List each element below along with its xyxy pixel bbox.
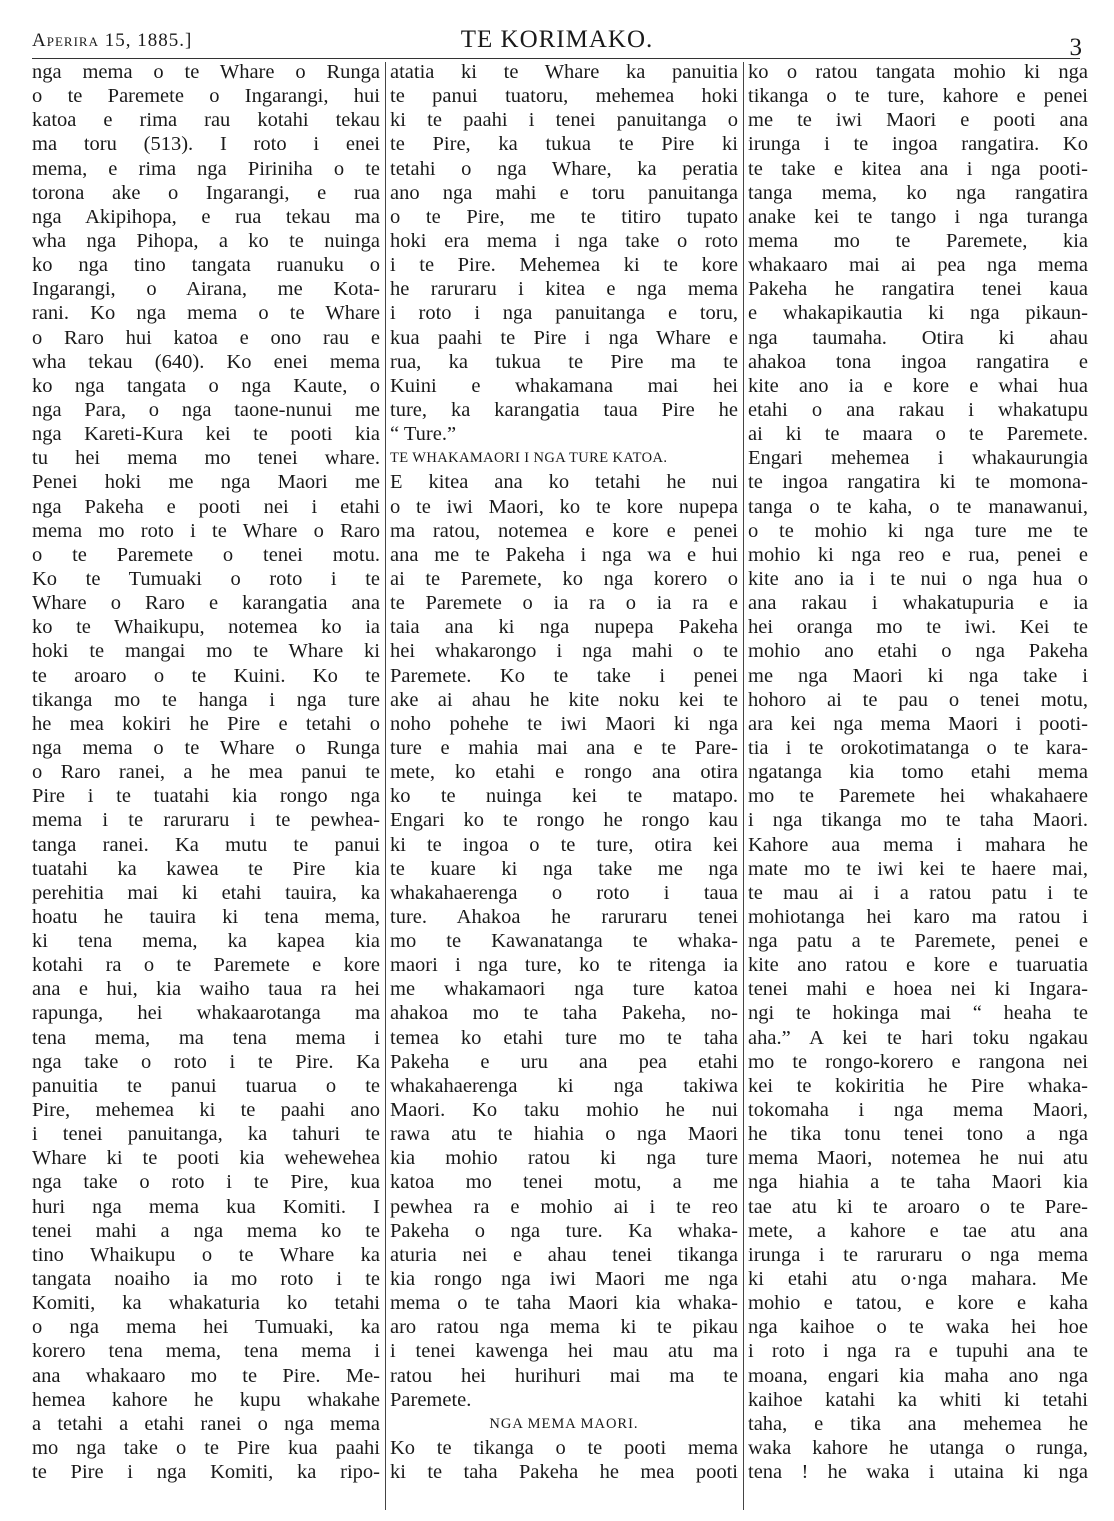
text-line: o Raro ranei, a he mea panui te — [32, 761, 380, 784]
text-line: ki te taha Pakeha he mea pooti — [390, 1461, 738, 1484]
text-line: kite ano ia i te nui o nga hua o — [748, 567, 1088, 590]
text-line: ki tena mema, ka kapea kia — [32, 930, 380, 953]
newspaper-title: TE KORIMAKO. — [460, 26, 654, 53]
text-line: ki etahi atu o·nga mahara. Me — [748, 1268, 1088, 1291]
text-line: whakahaerenga o roto i taua — [390, 881, 738, 904]
text-line: hohoro ai te pau o tenei motu, — [748, 688, 1088, 711]
text-line: kite ano ratou e kore e tuaruatia — [748, 954, 1088, 977]
text-line: Kahore aua mema i mahara he — [748, 833, 1088, 856]
text-line: mohiotanga hei karo ma ratou i — [748, 905, 1088, 928]
text-line: whakahaerenga ki nga takiwa — [390, 1074, 738, 1097]
text-line: mo te Kawanatanga te whaka- — [390, 930, 738, 953]
text-line: whakaaro mai ai pea nga mema — [748, 254, 1088, 277]
text-line: i te Pire. Mehemea ki te kore — [390, 254, 738, 277]
text-line: hei oranga mo te iwi. Kei te — [748, 616, 1088, 639]
text-line: nga Kareti-Kura kei te pooti kia — [32, 423, 380, 446]
text-line: Engari ko te rongo he rongo kau — [390, 809, 738, 832]
text-line: pewhea ra e mohio ai i te reo — [390, 1195, 738, 1218]
text-line: ki te ingoa o te ture, otira kei — [390, 833, 738, 856]
text-line: wha nga Pihopa, a ko te nuinga — [32, 229, 380, 252]
text-line: i tenei panuitanga, ka tahuri te — [32, 1123, 380, 1146]
text-line: aha.” A kei te hari toku ngakau — [748, 1026, 1088, 1049]
text-line: Ingarangi, o Airana, me Kota- — [32, 278, 380, 301]
text-line: temea ko etahi ture mo te taha — [390, 1026, 738, 1049]
text-line: nga taumaha. Otira ki ahau — [748, 326, 1088, 349]
text-line: nga Akipihopa, e rua tekau ma — [32, 205, 380, 228]
text-line: irunga i te ingoa rangatira. Ko — [748, 133, 1088, 156]
text-line: i nga tikanga mo te taha Maori. — [748, 809, 1088, 832]
text-line: tia i te orokotimatanga o te kara- — [748, 736, 1088, 759]
text-line: i tenei kawenga hei mau atu ma — [390, 1340, 738, 1363]
text-line: me whakamaori nga ture katoa — [390, 978, 738, 1001]
text-line: nga kaihoe o te waka hei hoe — [748, 1316, 1088, 1339]
text-line: maori i nga ture, ko te ritenga ia — [390, 954, 738, 977]
text-line: Pakeha e uru ana pea etahi — [390, 1050, 738, 1073]
text-column-2 — [390, 60, 738, 1512]
text-line: nga take o roto i te Pire, kua — [32, 1171, 380, 1194]
text-line: kite ano ia e kore e whai hua — [748, 374, 1088, 397]
text-line: ko te Whaikupu, notemea ko ia — [32, 616, 380, 639]
text-line: mema i te raruraru i te pewhea- — [32, 809, 380, 832]
text-line: i roto i nga ra e tupuhi ana te — [748, 1340, 1088, 1363]
text-line: ko nga tangata o nga Kaute, o — [32, 374, 380, 397]
text-line: katoa mo tenei motu, a me — [390, 1171, 738, 1194]
page-header — [32, 14, 1082, 61]
text-line: ko o ratou tangata mohio ki nga — [748, 61, 1088, 83]
text-line: rani. Ko nga mema o te Whare — [32, 302, 380, 325]
text-line: ake ai ahau he kite noku kei te — [390, 688, 738, 711]
header-rule — [32, 58, 1080, 59]
text-line: aro ratou nga mema ki te pikau — [390, 1316, 738, 1339]
text-line: huri nga mema kua Komiti. I — [32, 1195, 380, 1218]
text-line: te panui tuatoru, mehemea hoki — [390, 85, 738, 108]
text-line: nga patu a te Paremete, penei e — [748, 930, 1088, 953]
text-line: panuitia te panui tuarua o te — [32, 1074, 380, 1097]
text-line: rapunga, hei whakaarotanga ma — [32, 1002, 380, 1025]
text-line: nga hiahia a te taha Maori kia — [748, 1171, 1088, 1194]
text-line: he raruraru i kitea e nga mema — [390, 278, 738, 301]
text-line: ahakoa mo te taha Pakeha, no- — [390, 1002, 738, 1025]
text-line: tetahi o nga Whare, ka peratia — [390, 157, 738, 180]
text-line: kia mohio ratou ki nga ture — [390, 1147, 738, 1170]
text-line: taha, e tika ana mehemea he — [748, 1412, 1088, 1435]
text-line: o nga mema hei Tumuaki, ka — [32, 1316, 380, 1339]
text-line: mohio ki nga reo e rua, penei e — [748, 543, 1088, 566]
text-column-3 — [748, 60, 1088, 1512]
text-line: mo te Paremete hei whakahaere — [748, 785, 1088, 808]
text-line: Pakeha o nga ture. Ka whaka- — [390, 1219, 738, 1242]
text-line: te kuare ki nga take me nga — [390, 857, 738, 880]
text-line: ko te nuinga kei te matapo. — [390, 785, 738, 808]
text-line: he tika tonu tenei tono a nga — [748, 1123, 1088, 1146]
text-line: mate mo te iwi kei te haere mai, — [748, 857, 1088, 880]
text-line: a tetahi a etahi ranei o nga mema — [32, 1412, 380, 1435]
text-line: mo nga take o te Pire kua paahi — [32, 1437, 380, 1460]
text-line: mohio ano etahi o nga Pakeha — [748, 640, 1088, 663]
text-line: nga Pakeha e pooti nei i etahi — [32, 495, 380, 518]
text-line: tu hei mema mo tenei whare. — [32, 447, 380, 470]
text-line: kia rongo nga iwi Maori me nga — [390, 1268, 738, 1291]
column-divider-2 — [743, 62, 744, 1510]
text-line: o te iwi Maori, ko te kore nupepa — [390, 495, 738, 518]
text-line: te Pire i nga Komiti, ka ripo- — [32, 1461, 380, 1484]
text-line: mete, a kahore e tae atu ana — [748, 1219, 1088, 1242]
text-line: rawa atu te hiahia o nga Maori — [390, 1123, 738, 1146]
text-line: tanga mema, ko nga rangatira — [748, 181, 1088, 204]
text-line: moana, engari kia maha ano nga — [748, 1364, 1088, 1387]
text-line: waka kahore he utanga o runga, — [748, 1437, 1088, 1460]
text-line: tokomaha i nga mema Maori, — [748, 1099, 1088, 1122]
text-line: E kitea ana ko tetahi he nui — [390, 471, 738, 494]
text-line: o te Paremete o tenei motu. — [32, 543, 380, 566]
text-line: ana rakau i whakatupuria e ia — [748, 592, 1088, 615]
text-column-1 — [32, 60, 380, 1512]
text-line: o Raro hui katoa e ono rau e — [32, 326, 380, 349]
text-line: o te Paremete o Ingarangi, hui — [32, 85, 380, 108]
text-line: perehitia mai ki etahi tauira, ka — [32, 881, 380, 904]
text-line: kotahi ra o te Paremete e kore — [32, 954, 380, 977]
text-line: Ko te tikanga o te pooti mema — [390, 1437, 738, 1460]
text-line: Pire i te tuatahi kia rongo nga — [32, 785, 380, 808]
text-line: te ingoa rangatira ki te momona- — [748, 471, 1088, 494]
text-line: “ Ture.” — [390, 423, 457, 446]
text-line: Kuini e whakamana mai hei — [390, 374, 738, 397]
text-line: ana e hui, kia waiho taua ra hei — [32, 978, 380, 1001]
text-line: te Pire, ka tukua te Pire ki — [390, 133, 738, 156]
text-line: ratou hei hurihuri mai ma te — [390, 1364, 738, 1387]
text-line: tena ! he waka i utaina ki nga — [748, 1461, 1088, 1484]
text-line: ngatanga kia tomo etahi mema — [748, 761, 1088, 784]
text-line: e whakapikautia ki nga pikaun- — [748, 302, 1088, 325]
text-line: tino Whaikupu o te Whare ka — [32, 1243, 380, 1266]
text-line: etahi o ana rakau i whakatupu — [748, 398, 1088, 421]
text-line: korero tena mema, tena mema i — [32, 1340, 380, 1363]
text-line: Maori. Ko taku mohio he nui — [390, 1099, 738, 1122]
text-line: ahakoa tona ingoa rangatira e — [748, 350, 1088, 373]
text-line: nga take o roto i te Pire. Ka — [32, 1050, 380, 1073]
text-line: te mau ai i a ratou patu i te — [748, 881, 1088, 904]
text-line: Komiti, ka whakaturia ko tetahi — [32, 1292, 380, 1315]
text-line: ai ki te maara o te Paremete. — [748, 423, 1088, 446]
text-line: ture e mahia mai ana e te Pare- — [390, 736, 738, 759]
text-line: mema o te taha Maori kia whaka- — [390, 1292, 738, 1315]
text-line: Paremete. — [390, 1388, 472, 1411]
text-line: mema mo roto i te Whare o Raro — [32, 519, 380, 542]
text-line: kua paahi te Pire i nga Whare e — [390, 326, 738, 349]
text-line: ngi te hokinga mai “ heaha te — [748, 1002, 1088, 1025]
section-heading: NGA MEMA MAORI. — [489, 1415, 639, 1432]
text-line: hei whakarongo i nga mahi o te — [390, 640, 738, 663]
text-line: tae atu ki te aroaro o te Pare- — [748, 1195, 1088, 1218]
text-line: me te iwi Maori e pooti ana — [748, 109, 1088, 132]
text-line: kei te kokiritia he Pire whaka- — [748, 1074, 1088, 1097]
text-line: me nga Maori ki nga take i — [748, 664, 1088, 687]
text-line: Engari mehemea i whakaurungia — [748, 447, 1088, 470]
text-line: Whare o Raro e karangatia ana — [32, 592, 380, 615]
text-line: tena mema, ma tena mema i — [32, 1026, 380, 1049]
text-line: nga mema o te Whare o Runga — [32, 61, 380, 83]
text-line: mema Maori, notemea he nui atu — [748, 1147, 1088, 1170]
text-line: Penei hoki me nga Maori me — [32, 471, 380, 494]
text-line: ki te paahi i tenei panuitanga o — [390, 109, 738, 132]
text-line: tikanga o te ture, kahore e penei — [748, 85, 1088, 108]
text-line: tangata noaiho ia mo roto i te — [32, 1268, 380, 1291]
page-number: 3 — [1069, 34, 1082, 61]
text-line: ano nga mahi e toru panuitanga — [390, 181, 738, 204]
text-line: te Paremete o ia ra o ia ra e — [390, 592, 738, 615]
text-line: irunga i te raruraru o nga mema — [748, 1243, 1088, 1266]
text-line: aturia nei e ahau tenei tikanga — [390, 1243, 738, 1266]
text-line: mema, e rima nga Piriniha o te — [32, 157, 380, 180]
text-line: ana whakaaro mo te Pire. Me- — [32, 1364, 380, 1387]
text-line: katoa e rima rau kotahi tekau — [32, 109, 380, 132]
issue-date: Aperira 15, 1885.] — [32, 30, 193, 51]
text-line: ma toru (513). I roto i enei — [32, 133, 380, 156]
text-line: mema mo te Paremete, kia — [748, 229, 1088, 252]
text-line: he mea kokiri he Pire e tetahi o — [32, 712, 380, 735]
column-divider-1 — [385, 62, 386, 1510]
text-line: mohio e tatou, e kore e kaha — [748, 1292, 1088, 1315]
text-line: mete, ko etahi e rongo ana otira — [390, 761, 738, 784]
text-line: ko nga tino tangata ruanuku o — [32, 254, 380, 277]
text-line: mo te rongo-korero e rangona nei — [748, 1050, 1088, 1073]
text-line: tikanga mo te hanga i nga ture — [32, 688, 380, 711]
text-line: hoatu he tauira ki tena mema, — [32, 905, 380, 928]
text-line: Pakeha he rangatira tenei kaua — [748, 278, 1088, 301]
text-line: tuatahi ka kawea te Pire kia — [32, 857, 380, 880]
section-heading: TE WHAKAMAORI I NGA TURE KATOA. — [390, 450, 668, 467]
text-line: torona ake o Ingarangi, e rua — [32, 181, 380, 204]
text-line: ana me te Pakeha i nga wa e hui — [390, 543, 738, 566]
text-line: anake kei te tango i nga turanga — [748, 205, 1088, 228]
text-line: Paremete. Ko te take i penei — [390, 664, 738, 687]
text-line: tanga ranei. Ka mutu te panui — [32, 833, 380, 856]
text-line: hemea kahore he kupu whakahe — [32, 1388, 380, 1411]
text-line: ai te Paremete, ko nga korero o — [390, 567, 738, 590]
text-line: tanga o te kaha, o te manawanui, — [748, 495, 1088, 518]
text-line: tenei mahi a nga mema ko te — [32, 1219, 380, 1242]
text-line: Pire, mehemea ki te paahi ano — [32, 1099, 380, 1122]
text-line: te aroaro o te Kuini. Ko te — [32, 664, 380, 687]
text-line: rua, ka tukua te Pire ma te — [390, 350, 738, 373]
text-line: ara kei nga mema Maori i pooti- — [748, 712, 1088, 735]
text-line: ture. Ahakoa he raruraru tenei — [390, 905, 738, 928]
text-line: te take e kitea ana i nga pooti- — [748, 157, 1088, 180]
text-line: wha tekau (640). Ko enei mema — [32, 350, 380, 373]
text-line: nga Para, o nga taone-nunui me — [32, 398, 380, 421]
text-line: ma ratou, notemea e kore e penei — [390, 519, 738, 542]
text-line: hoki te mangai mo te Whare ki — [32, 640, 380, 663]
text-line: atatia ki te Whare ka panuitia — [390, 61, 738, 83]
text-line: taia ana ki nga nupepa Pakeha — [390, 616, 738, 639]
text-line: kaihoe katahi ka whiti ki tetahi — [748, 1388, 1088, 1411]
text-line: nga mema o te Whare o Runga — [32, 736, 380, 759]
text-line: o te mohio ki nga ture me te — [748, 519, 1088, 542]
text-line: o te Pire, me te titiro tupato — [390, 205, 738, 228]
text-line: noho pohehe te iwi Maori ki nga — [390, 712, 738, 735]
text-line: Whare ki te pooti kia wehewehea — [32, 1147, 380, 1170]
text-line: tenei mahi e hoea nei ki Ingara- — [748, 978, 1088, 1001]
text-line: hoki era mema i nga take o roto — [390, 229, 738, 252]
text-line: Ko te Tumuaki o roto i te — [32, 567, 380, 590]
text-line: ture, ka karangatia taua Pire he — [390, 398, 738, 421]
text-line: i roto i nga panuitanga e toru, — [390, 302, 738, 325]
